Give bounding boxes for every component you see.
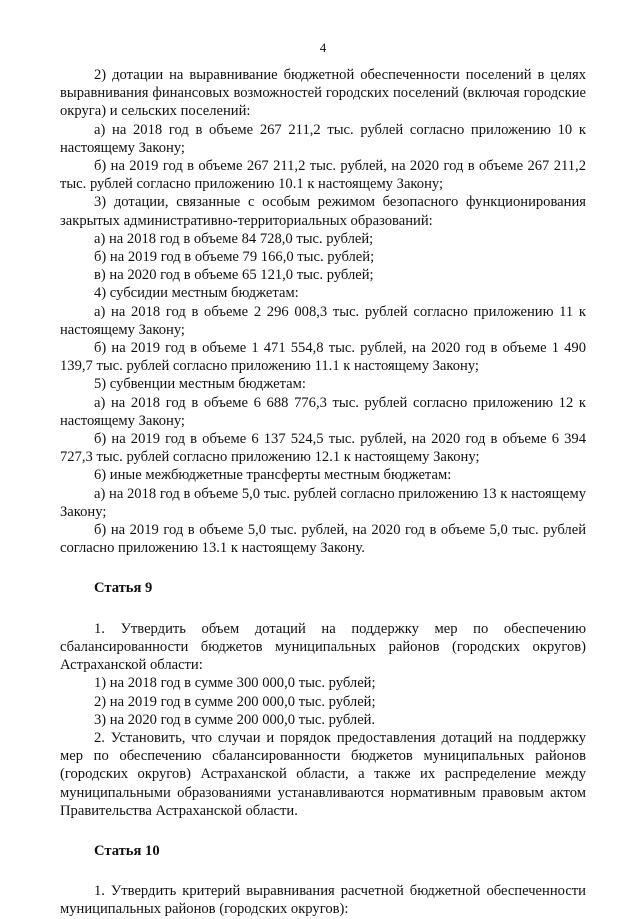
paragraph: 2. Установить, что случаи и порядок предоставления дотаций на поддержку мер по обеспечению сбалансированности бюджетов муниципальных районов (городских округов) Астраханской области, а также их распределение между муниципальными образованиями устанавливаются нормативным правовым актом Правительства Астраханской области. [60,729,586,819]
paragraph: 5) субвенции местным бюджетам: [94,376,306,393]
paragraph: б) на 2019 год в объеме 5,0 тыс. рублей, на 2020 год в объеме 5,0 тыс. рублей согласно приложению 13.1 к настоящему Закону. [60,522,586,557]
paragraph: а) на 2018 год в объеме 267 211,2 тыс. рублей согласно приложению 10 к настоящему Закону; [60,121,586,156]
paragraph: б) на 2019 год в объеме 6 137 524,5 тыс. рублей, на 2020 год в объеме 6 394 727,3 тыс. рублей согласно приложению 12.1 к настоящему Закону; [60,431,586,466]
paragraph: б) на 2019 год в объеме 267 211,2 тыс. рублей, на 2020 год в объеме 267 211,2 тыс. рублей согласно приложению 10.1 к настоящему Закону; [60,158,586,193]
paragraph: 4) субсидии местным бюджетам: [94,285,299,302]
paragraph: а) на 2018 год в объеме 6 688 776,3 тыс. рублей согласно приложению 12 к настоящему Закону; [60,394,586,429]
paragraph: 1. Утвердить критерий выравнивания расчетной бюджетной обеспеченности муниципальных районов (городских округов): [60,883,586,918]
budget-transfers-list [60,66,586,557]
paragraph: а) на 2018 год в объеме 2 296 008,3 тыс. рублей согласно приложению 11 к настоящему Закону; [60,303,586,338]
article-10 [60,842,586,919]
paragraph: 2) на 2019 год в сумме 200 000,0 тыс. рублей; [94,693,376,710]
paragraph: 6) иные межбюджетные трансферты местным бюджетам: [94,467,452,484]
paragraph: а) на 2018 год в объеме 5,0 тыс. рублей согласно приложению 13 к настоящему Закону; [60,485,586,520]
paragraph: 1) на 2018 год в сумме 300 000,0 тыс. рублей; [94,675,376,692]
paragraph: б) на 2019 год в объеме 1 471 554,8 тыс. рублей, на 2020 год в объеме 1 490 139,7 тыс. рублей согласно приложению 11.1 к настоящему Закону; [60,340,586,375]
paragraph: в) на 2020 год в объеме 65 121,0 тыс. рублей; [94,267,374,284]
paragraph: а) на 2018 год в объеме 84 728,0 тыс. рублей; [94,230,374,247]
paragraph: 2) дотации на выравнивание бюджетной обеспеченности поселений в целях выравнивания финансовых возможностей городских поселений (включая городские округа) и сельских поселений: [60,67,586,120]
article-10-title: Статья 10 [94,842,160,859]
paragraph: 3) дотации, связанные с особым режимом безопасного функционирования закрытых административно-территориальных образований: [60,194,586,229]
paragraph: 1. Утвердить объем дотаций на поддержку мер по обеспечению сбалансированности бюджетов муниципальных районов (городских округов) Астраханской области: [60,620,586,674]
article-9 [60,579,586,819]
paragraph: 3) на 2020 год в сумме 200 000,0 тыс. рублей. [94,711,376,728]
paragraph: б) на 2019 год в объеме 79 166,0 тыс. рублей; [94,249,375,266]
article-9-title: Статья 9 [94,580,153,597]
page-number: 4 [319,40,327,55]
